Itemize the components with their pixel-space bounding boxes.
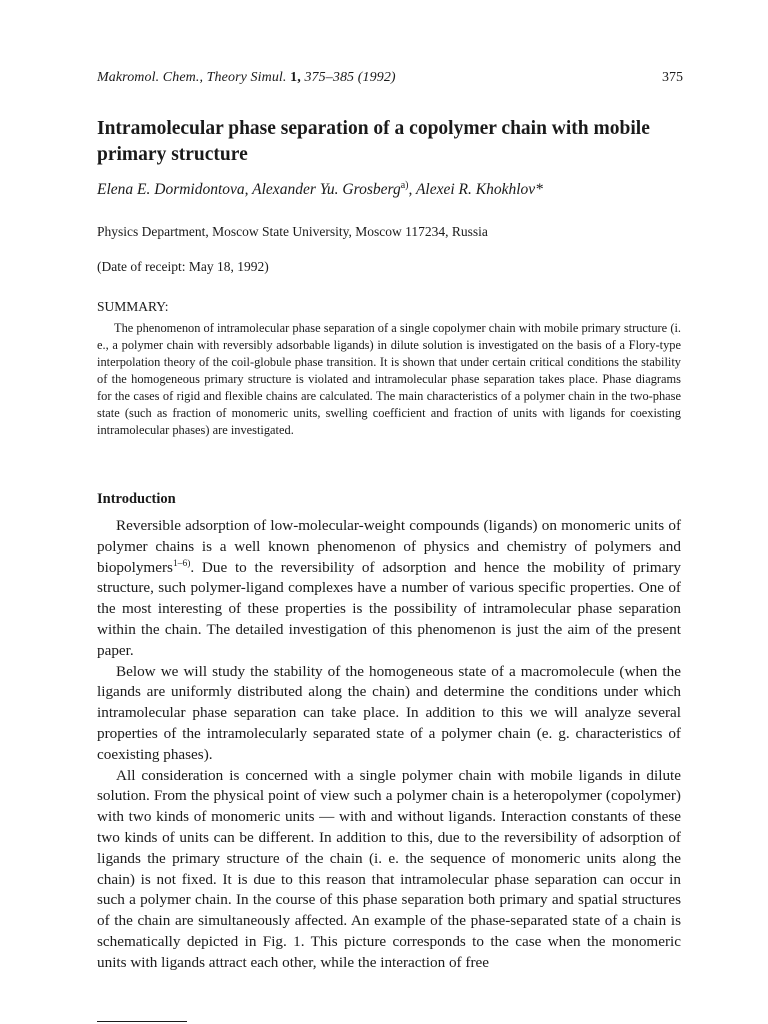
paragraph-1-text-a: Reversible adsorption of low-molecular-weight compounds (ligands) on monomeric units of polymer chains is a well known phenomenon of physics and chemistry of polymers and biopolymers: [97, 517, 681, 576]
footnote-divider: [97, 1021, 187, 1022]
paragraph-1-text-b: . Due to the reversibility of adsorption and hence the mobility of primary structure, such polymer-ligand complexes have a number of various specific properties. One of the most interesting of these properties is the possibility of intramolecular phase separation within the chain. The detailed investigation of this phenomenon is just the aim of the present paper.: [97, 558, 681, 659]
author-grosberg: Alexander Yu. Grosberg: [252, 181, 401, 198]
running-header: [97, 70, 683, 90]
introduction-heading: Introduction: [97, 491, 176, 507]
summary-text: The phenomenon of intramolecular phase separation of a single copolymer chain with mobile primary structure (i. e., a polymer chain with reversibly adsorbable ligands) in dilute solution is investigated on the basis of a Flory-type interpolation theory of the coil-globule phase transition. It is shown that under certain critical conditions the stability of the homogeneous primary structure is violated and intramolecular phase separation takes place. Phase diagrams for the cases of rigid and flexible chains are calculated. The main characteristics of a polymer chain in the two-phase state (such as fraction of monomeric units, swelling coefficient and fraction of units with ligands for coexisting intramolecular phases) are investigated.: [97, 321, 681, 437]
journal-name: Makromol. Chem., Theory Simul.: [97, 70, 287, 85]
introduction-paragraph-2: Below we will study the stability of the homogeneous state of a macromolecule (when the ligands are uniformly distributed along the chain) and determine the conditions under which intramolecular phase separation can take place. In addition to this we will analyze several properties of the intramolecularly separated state of a polymer chain (e. g. characteristics of coexisting phases).: [97, 662, 681, 763]
introduction-paragraph-1: [97, 516, 681, 662]
introduction-body: [97, 516, 681, 974]
author-footnote-marker: a): [400, 180, 409, 191]
author-dormidontova: Elena E. Dormidontova,: [97, 181, 249, 198]
date-of-receipt: (Date of receipt: May 18, 1992): [97, 259, 269, 274]
paper-title: Intramolecular phase separation of a copolymer chain with mobile primary structure: [97, 118, 650, 165]
summary-heading: SUMMARY:: [97, 299, 169, 314]
reference-citation: 1–6): [172, 558, 191, 569]
journal-volume: 1,: [290, 70, 301, 85]
affiliation: Physics Department, Moscow State University, Moscow 117234, Russia: [97, 224, 488, 239]
author-list: [97, 181, 543, 199]
introduction-paragraph-3: All consideration is concerned with a single polymer chain with mobile ligands in dilute solution. From the physical point of view such a polymer chain is a heteropolymer (copolymer) with two kinds of monomeric units — with and without ligands. Interaction constants of these two kinds of units can be different. In addition to this, due to the reversibility of adsorption of ligands the primary structure of the chain (i. e. the sequence of monomeric units along the chain) is not fixed. It is due to this reason that intramolecular phase separation can occur in such a polymer chain. In the course of this phase separation both primary and spatial structures of the chain are simultaneously affected. An example of the phase-separated state of a chain is schematically depicted in Fig. 1. This picture corresponds to the case when the monomeric units with ligands attract each other, while the interaction of free: [97, 766, 681, 971]
author-khokhlov: , Alexei R. Khokhlov*: [408, 181, 543, 198]
journal-citation: [97, 70, 396, 86]
page-number: 375: [662, 70, 683, 85]
journal-pages-year: 375–385 (1992): [304, 70, 396, 85]
